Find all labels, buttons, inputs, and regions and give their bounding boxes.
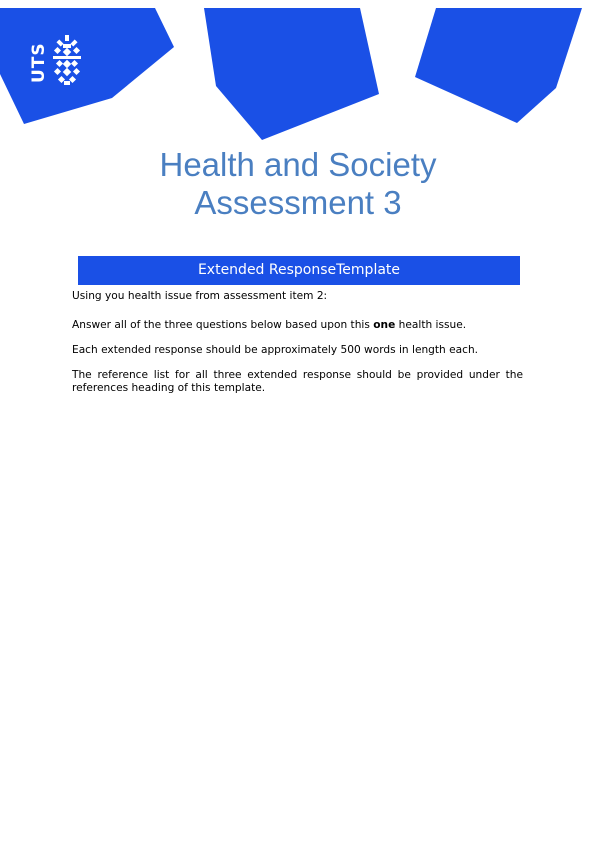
instruction-text: health issue. [395, 319, 467, 331]
section-banner: Extended ResponseTemplate [78, 256, 520, 285]
instruction-paragraph-2 [72, 319, 523, 332]
document-title [0, 146, 596, 222]
decorative-shape-center [204, 8, 379, 140]
header-decoration [0, 0, 596, 145]
emphasis-text: one [373, 319, 396, 331]
title-line-2: Assessment 3 [194, 184, 402, 221]
instruction-text: Answer all of the three questions below based upon this [72, 319, 374, 331]
instruction-paragraph-3: Each extended response should be approximately 500 words in length each. [72, 344, 479, 356]
decorative-shape-right [415, 8, 582, 123]
title-line-1: Health and Society [159, 146, 437, 183]
uts-logo [24, 34, 84, 90]
logo-emblem-icon [52, 34, 82, 86]
instructions [72, 290, 523, 395]
instruction-paragraph-4: The reference list for all three extended response should be provided under the references heading of this template. [72, 369, 523, 394]
instruction-paragraph-1: Using you health issue from assessment item 2: [72, 290, 328, 302]
logo-wordmark: UTS [29, 42, 49, 83]
